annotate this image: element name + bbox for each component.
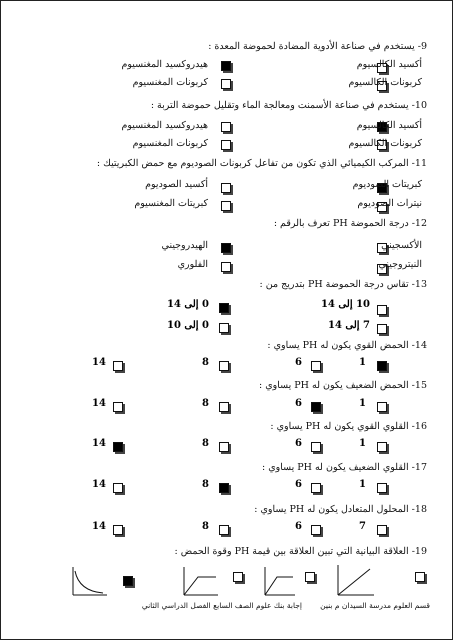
q16-option-3-checkbox[interactable]	[219, 442, 229, 452]
rising-plateau-graph-icon	[182, 565, 220, 599]
q18-option-3-label: 8	[202, 521, 209, 532]
q19-option-1-checkbox[interactable]	[415, 572, 425, 582]
q14-option-2-checkbox[interactable]	[311, 361, 321, 371]
q17-option-4-checkbox[interactable]	[113, 483, 123, 493]
q9-option-4-label: كربونات المغنسيوم	[132, 77, 208, 88]
q17-option-3-label: 8	[202, 479, 209, 490]
q19-option-2-checkbox[interactable]	[305, 572, 315, 582]
q19-option-3-checkbox[interactable]	[233, 572, 243, 582]
q18-option-1-label: 7	[359, 521, 366, 532]
q15-option-3-label: 8	[202, 398, 209, 409]
question-13-text: 13- تقاس درجة الحموضة PH بتدريج من :	[259, 279, 427, 290]
q17-option-2-checkbox[interactable]	[311, 483, 321, 493]
q15-option-2-label: 6	[295, 398, 302, 409]
question-14-text: 14- الحمض القوي يكون له PH يساوي :	[267, 340, 427, 351]
q18-option-2-label: 6	[295, 521, 302, 532]
q18-option-4-label: 14	[92, 521, 106, 532]
q16-option-4-label: 14	[92, 438, 106, 449]
q17-option-2-label: 6	[295, 479, 302, 490]
q14-option-4-checkbox[interactable]	[113, 361, 123, 371]
q11-option-3-label: نيترات الصوديوم	[357, 198, 422, 209]
q18-option-3-checkbox[interactable]	[219, 525, 229, 535]
q13-option-2-checkbox[interactable]	[219, 303, 229, 313]
q10-option-2-checkbox[interactable]	[221, 122, 231, 132]
q9-option-4-checkbox[interactable]	[221, 79, 231, 89]
q16-option-3-label: 8	[202, 438, 209, 449]
q16-option-1-label: 1	[359, 438, 366, 449]
q13-option-4-checkbox[interactable]	[219, 323, 229, 333]
q14-option-3-checkbox[interactable]	[219, 361, 229, 371]
q13-option-1-label: 10 إلى 14	[321, 299, 370, 310]
q16-option-2-label: 6	[295, 438, 302, 449]
question-17-text: 17- القلوي الضعيف يكون له PH يساوي :	[261, 462, 427, 473]
q11-option-2-label: أكسيد الصوديوم	[145, 179, 208, 190]
q17-option-1-checkbox[interactable]	[377, 483, 387, 493]
q9-option-2-checkbox[interactable]	[221, 61, 231, 71]
q12-option-3-label: النيتروجيني	[378, 259, 422, 270]
q10-option-1-label: أكسيد الكالسيوم	[356, 120, 422, 131]
q15-option-4-checkbox[interactable]	[113, 402, 123, 412]
q13-option-2-label: 0 إلى 14	[166, 299, 209, 310]
q15-option-1-label: 1	[359, 398, 366, 409]
q15-option-3-checkbox[interactable]	[219, 402, 229, 412]
rising-plateau-graph-icon	[263, 565, 297, 599]
q9-option-2-label: هيدروكسيد المغنسيوم	[121, 59, 208, 70]
q18-option-2-checkbox[interactable]	[311, 525, 321, 535]
q17-option-4-label: 14	[92, 479, 106, 490]
q10-option-2-label: هيدروكسيد المغنسيوم	[121, 120, 208, 131]
q11-option-4-label: كبريتات المغنسيوم	[134, 198, 208, 209]
q13-option-1-checkbox[interactable]	[377, 305, 387, 315]
question-16-text: 16- القلوي القوي يكون له PH يساوي :	[270, 421, 427, 432]
q14-option-2-label: 6	[295, 357, 302, 368]
question-18-text: 18- المحلول المتعادل يكون له PH يساوي :	[254, 504, 427, 515]
decay-curve-graph-icon	[71, 565, 109, 599]
q18-option-1-checkbox[interactable]	[377, 525, 387, 535]
q16-option-4-checkbox[interactable]	[113, 442, 123, 452]
q12-option-4-label: الفلوري	[177, 259, 208, 270]
q15-option-1-checkbox[interactable]	[377, 402, 387, 412]
q13-option-3-label: 7 إلى 14	[327, 320, 370, 331]
q12-option-1-label: الأكسجيني	[381, 240, 422, 251]
q14-option-4-label: 14	[92, 357, 106, 368]
q19-option-4-checkbox[interactable]	[123, 576, 133, 586]
q18-option-4-checkbox[interactable]	[113, 525, 123, 535]
q16-option-1-checkbox[interactable]	[377, 442, 387, 452]
question-15-text: 15- الحمض الضعيف يكون له PH يساوي :	[259, 380, 427, 391]
q14-option-3-label: 8	[202, 357, 209, 368]
q10-option-4-label: كربونات المغنسيوم	[132, 138, 208, 149]
q16-option-2-checkbox[interactable]	[311, 442, 321, 452]
q10-option-4-checkbox[interactable]	[221, 140, 231, 150]
q15-option-4-label: 14	[92, 398, 106, 409]
q11-option-4-checkbox[interactable]	[221, 201, 231, 211]
q9-option-1-label: أكسيد الكالسيوم	[356, 59, 422, 70]
q13-option-4-label: 0 إلى 10	[166, 320, 209, 331]
q10-option-3-label: كربونات الكالسيوم	[348, 138, 422, 149]
q12-option-4-checkbox[interactable]	[221, 262, 231, 272]
q11-option-2-checkbox[interactable]	[221, 183, 231, 193]
q15-option-2-checkbox[interactable]	[311, 402, 321, 412]
footer-subject: إجابة بنك علوم الصف السابع الفصل الدراسي الثاني	[141, 601, 302, 610]
q17-option-1-label: 1	[359, 479, 366, 490]
q17-option-3-checkbox[interactable]	[219, 483, 229, 493]
question-9-text: 9- يستخدم في صناعة الأدوية المضادة لحموضة المعدة :	[208, 41, 427, 52]
question-19-text: 19- العلاقة البيانية التي تبين العلاقة بين قيمة PH وقوة الحمض :	[174, 546, 427, 557]
q12-option-2-checkbox[interactable]	[221, 243, 231, 253]
question-10-text: 10- يستخدم في صناعة الأسمنت ومعالجة الماء وتقليل حموضة التربة :	[150, 100, 427, 111]
question-12-text: 12- درجة الحموضة PH تعرف بالرقم :	[273, 218, 427, 229]
q14-option-1-checkbox[interactable]	[377, 361, 387, 371]
q9-option-3-label: كربونات الكالسيوم	[348, 77, 422, 88]
question-11-text: 11- المركب الكيميائي الذي تكون من تفاعل كربونات الصوديوم مع حمض الكبريتيك :	[96, 158, 427, 169]
q12-option-2-label: الهيدروجيني	[161, 240, 208, 251]
q13-option-3-checkbox[interactable]	[377, 324, 387, 334]
footer-school: قسم العلوم مدرسة السيدان م بنين	[320, 601, 430, 610]
q11-option-1-label: كبريتات الصوديوم	[352, 179, 422, 190]
line-graph-icon	[336, 563, 376, 599]
q14-option-1-label: 1	[359, 357, 366, 368]
